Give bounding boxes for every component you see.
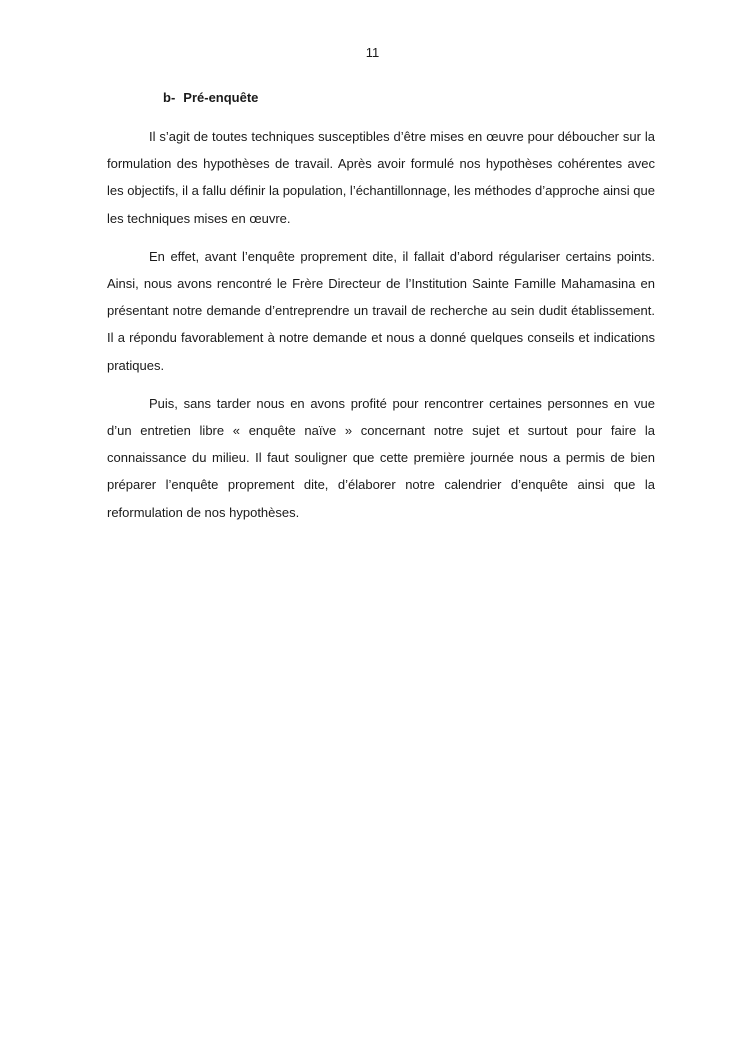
paragraph-1: Il s’agit de toutes techniques susceptibles d’être mises en œuvre pour déboucher sur la formulation des hypothèses de travail. Après avoir formulé nos hypothèses cohérentes avec les objectifs, il a fallu définir la population, l’échantillonnage, les méthodes d’approche ainsi que les techniques mises en œuvre. (107, 129, 655, 226)
section-heading (163, 89, 258, 107)
section-label: b- (163, 90, 176, 105)
body-text (107, 123, 655, 537)
section-title: Pré-enquête (183, 90, 259, 105)
paragraph-2: En effet, avant l’enquête proprement dite, il fallait d’abord régulariser certains points. Ainsi, nous avons rencontré le Frère Directeur de l’Institution Sainte Famille Mahamasina en présentant notre demande d’entreprendre un travail de recherche au sein dudit établissement. Il a répondu favorablement à notre demande et nous a donné quelques conseils et indications pratiques. (107, 248, 655, 373)
page-number: 11 (365, 45, 380, 60)
paragraph-3: Puis, sans tarder nous en avons profité pour rencontrer certaines personnes en vue d’un entretien libre « enquête naïve » concernant notre sujet et surtout pour faire la connaissance du milieu. Il faut souligner que cette première journée nous a permis de bien préparer l’enquête proprement dite, d’élaborer notre calendrier d’enquête ainsi que la reformulation de nos hypothèses. (107, 395, 655, 520)
